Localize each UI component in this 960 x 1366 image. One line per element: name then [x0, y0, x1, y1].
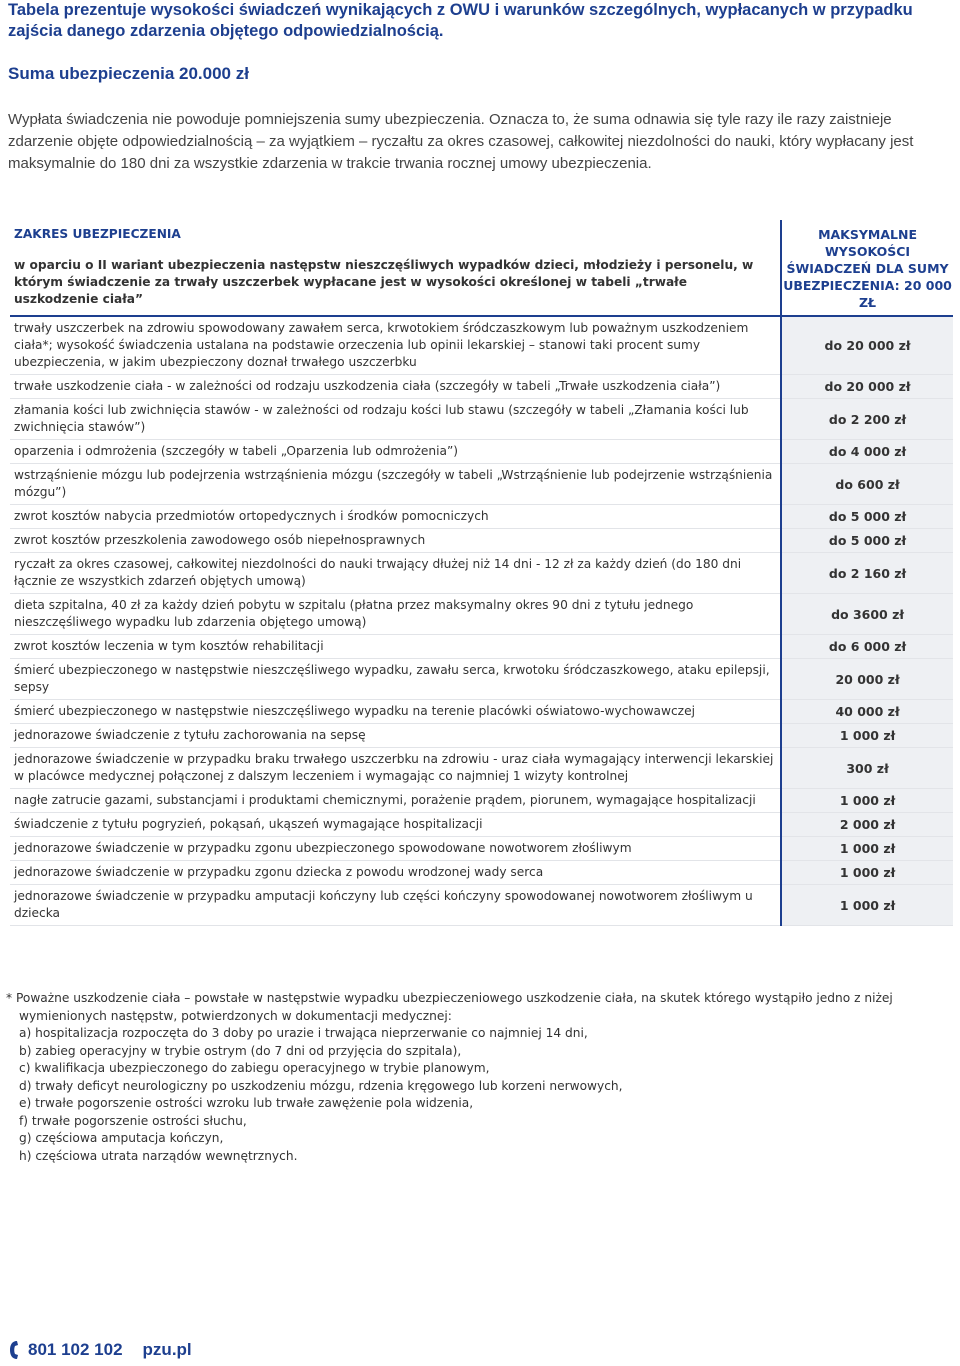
- scope-cell: wstrząśnienie mózgu lub podejrzenia wstrząśnienia mózgu (szczegóły w tabeli „Wstrząśnienie lub podejrzenie wstrząśnienia mózgu”): [10, 464, 781, 505]
- scope-cell: oparzenia i odmrożenia (szczegóły w tabeli „Oparzenia lub odmrożenia”): [10, 440, 781, 464]
- table-row: [10, 885, 953, 926]
- table-row: [10, 700, 953, 724]
- footnote-item: f) trwałe pogorszenie ostrości słuchu,: [19, 1113, 247, 1128]
- scope-cell: zwrot kosztów nabycia przedmiotów ortopedycznych i środków pomocniczych: [10, 505, 781, 529]
- scope-cell: ryczałt za okres czasowej, całkowitej niezdolności do nauki trwający dłużej niż 14 dni - 12 zł za każdy dzień (do 180 dni łącznie ze wszystkich zdarzeń objętych umową): [10, 553, 781, 594]
- table-row: [10, 748, 953, 789]
- amount-cell: 2 000 zł: [781, 813, 953, 837]
- table-header-row: [10, 220, 953, 316]
- intro-section: [8, 0, 948, 172]
- table-row: [10, 553, 953, 594]
- scope-cell: świadczenie z tytułu pogryzień, pokąsań, ukąszeń wymagające hospitalizacji: [10, 813, 781, 837]
- sum-insured-title: Suma ubezpieczenia 20.000 zł: [8, 64, 249, 83]
- table-row: [10, 440, 953, 464]
- amount-cell: do 2 200 zł: [781, 399, 953, 440]
- table-row: [10, 399, 953, 440]
- sum-description: Wypłata świadczenia nie powoduje pomniejszenia sumy ubezpieczenia. Oznacza to, że suma odnawia się tyle razy ile razy zaistnieje zdarzenie objęte odpowiedzialnością – za wyjątkiem – ryczałtu za okres czasowej, całkowitej niezdolności do nauki, który wypłacany jest maksymalnie do 180 dni za wszystkie zdarzenia w trakcie trwania rocznej umowy ubezpieczenia.: [8, 111, 914, 172]
- scope-cell: trwałe uszkodzenie ciała - w zależności od rodzaju uszkodzenia ciała (szczegóły w tabeli „Trwałe uszkodzenia ciała”): [10, 375, 781, 399]
- scope-cell: zwrot kosztów leczenia w tym kosztów rehabilitacji: [10, 635, 781, 659]
- footnote: [6, 990, 954, 1165]
- scope-cell: jednorazowe świadczenie w przypadku amputacji kończyny lub części kończyny spowodowanej nowotworem złośliwym u dziecka: [10, 885, 781, 926]
- scope-cell: dieta szpitalna, 40 zł za każdy dzień pobytu w szpitalu (płatna przez maksymalny okres 90 dni z tytułu jednego nieszczęśliwego wypadku lub zdarzenia objętego umową): [10, 594, 781, 635]
- benefits-table: [10, 220, 953, 926]
- amount-cell: do 600 zł: [781, 464, 953, 505]
- phone-number[interactable]: 801 102 102: [28, 1340, 123, 1359]
- scope-cell: złamania kości lub zwichnięcia stawów - w zależności od rodzaju kości lub stawu (szczegóły w tabeli „Złamania kości lub zwichnięcia stawów”): [10, 399, 781, 440]
- table-row: [10, 375, 953, 399]
- footnote-item: c) kwalifikacja ubezpieczonego do zabiegu operacyjnego w trybie planowym,: [19, 1061, 490, 1075]
- scope-cell: jednorazowe świadczenie w przypadku zgonu ubezpieczonego spowodowane nowotworem złośliwym: [10, 837, 781, 861]
- table-row: [10, 635, 953, 659]
- amount-cell: 1 000 zł: [781, 724, 953, 748]
- scope-cell: nagłe zatrucie gazami, substancjami i produktami chemicznymi, porażenie prądem, piorunem, wymagające hospitalizacji: [10, 789, 781, 813]
- amount-cell: 40 000 zł: [781, 700, 953, 724]
- amount-cell: do 6 000 zł: [781, 635, 953, 659]
- amount-cell: 1 000 zł: [781, 789, 953, 813]
- scope-cell: jednorazowe świadczenie w przypadku zgonu dziecka z powodu wrodzonej wady serca: [10, 861, 781, 885]
- amount-cell: 1 000 zł: [781, 837, 953, 861]
- footnote-item: h) częściowa utrata narządów wewnętrznych.: [19, 1148, 298, 1163]
- amount-cell: do 3600 zł: [781, 594, 953, 635]
- scope-header-cell: [10, 220, 781, 316]
- table-row: [10, 505, 953, 529]
- amount-header: MAKSYMALNE WYSOKOŚCI ŚWIADCZEŃ DLA SUMY UBEZPIECZENIA: 20 000 ZŁ: [781, 220, 953, 316]
- table-row: [10, 813, 953, 837]
- amount-cell: 1 000 zł: [781, 861, 953, 885]
- amount-cell: do 4 000 zł: [781, 440, 953, 464]
- table-row: [10, 316, 953, 375]
- scope-cell: śmierć ubezpieczonego w następstwie nieszczęśliwego wypadku na terenie placówki oświatowo-wychowawczej: [10, 700, 781, 724]
- page-title: Tabela prezentuje wysokości świadczeń wynikających z OWU i warunków szczególnych, wypłacanych w przypadku zajścia danego zdarzenia objętego odpowiedzialnością.: [8, 1, 913, 40]
- amount-cell: do 5 000 zł: [781, 529, 953, 553]
- amount-cell: do 20 000 zł: [781, 316, 953, 375]
- amount-cell: 1 000 zł: [781, 885, 953, 926]
- scope-cell: trwały uszczerbek na zdrowiu spowodowany zawałem serca, krwotokiem śródczaszkowym lub poważnym uszkodzeniem ciała*; wysokość świadczenia ustalana na podstawie orzeczenia lub opinii lekarskiej – stanowi taki procent sumy ubezpieczenia, w jakim ubezpieczony doznał trwałego uszczerbku: [10, 316, 781, 375]
- footnote-item: g) częściowa amputacja kończyn,: [19, 1131, 224, 1145]
- scope-cell: jednorazowe świadczenie z tytułu zachorowania na sepsę: [10, 724, 781, 748]
- scope-cell: zwrot kosztów przeszkolenia zawodowego osób niepełnosprawnych: [10, 529, 781, 553]
- footnote-item: e) trwałe pogorszenie ostrości wzroku lub trwałe zawężenie pola widzenia,: [19, 1096, 474, 1110]
- scope-cell: jednorazowe świadczenie w przypadku braku trwałego uszczerbku na zdrowiu - uraz ciała wymagający interwencji lekarskiej w placówce medycznej połączonej z dalszym leczeniem i wymagając co najmniej 1 wizyty kontrolnej: [10, 748, 781, 789]
- amount-cell: do 5 000 zł: [781, 505, 953, 529]
- table-row: [10, 594, 953, 635]
- table-row: [10, 837, 953, 861]
- footnote-intro: * Poważne uszkodzenie ciała – powstałe w następstwie wypadku ubezpieczeniowego uszkodzenie ciała, na skutek którego wystąpiło jedno z niżej wymienionych następstw, potwierdzonych w dokumentacji medycznej:: [6, 991, 893, 1023]
- table-row: [10, 659, 953, 700]
- table-row: [10, 464, 953, 505]
- footer: [8, 1339, 192, 1361]
- phone-handset-icon: [8, 1339, 22, 1361]
- footnote-item: d) trwały deficyt neurologiczny po uszkodzeniu mózgu, rdzenia kręgowego lub korzeni nerwowych,: [19, 1078, 623, 1093]
- amount-cell: do 20 000 zł: [781, 375, 953, 399]
- amount-cell: 20 000 zł: [781, 659, 953, 700]
- scope-cell: śmierć ubezpieczonego w następstwie nieszczęśliwego wypadku, zawału serca, krwotoku śródczaszkowego, ataku epilepsji, sepsy: [10, 659, 781, 700]
- footnote-item: b) zabieg operacyjny w trybie ostrym (do 7 dni od przyjęcia do szpitala),: [19, 1043, 462, 1058]
- table-row: [10, 529, 953, 553]
- amount-cell: 300 zł: [781, 748, 953, 789]
- table-row: [10, 789, 953, 813]
- scope-title: ZAKRES UBEZPIECZENIA: [14, 227, 181, 241]
- footnote-item: a) hospitalizacja rozpoczęta do 3 doby po urazie i trwająca nieprzerwanie co najmniej 14 dni,: [19, 1026, 588, 1040]
- scope-description: w oparciu o II wariant ubezpieczenia następstw nieszczęśliwych wypadków dzieci, młodzieży i personelu, w którym świadczenie za trwały uszczerbek wypłacane jest w wysokości określonej w tabeli „trwałe uszkodzenie ciała”: [14, 258, 754, 306]
- table-row: [10, 861, 953, 885]
- table-row: [10, 724, 953, 748]
- website-link[interactable]: pzu.pl: [142, 1340, 192, 1359]
- amount-cell: do 2 160 zł: [781, 553, 953, 594]
- footnote-list: [6, 1025, 954, 1165]
